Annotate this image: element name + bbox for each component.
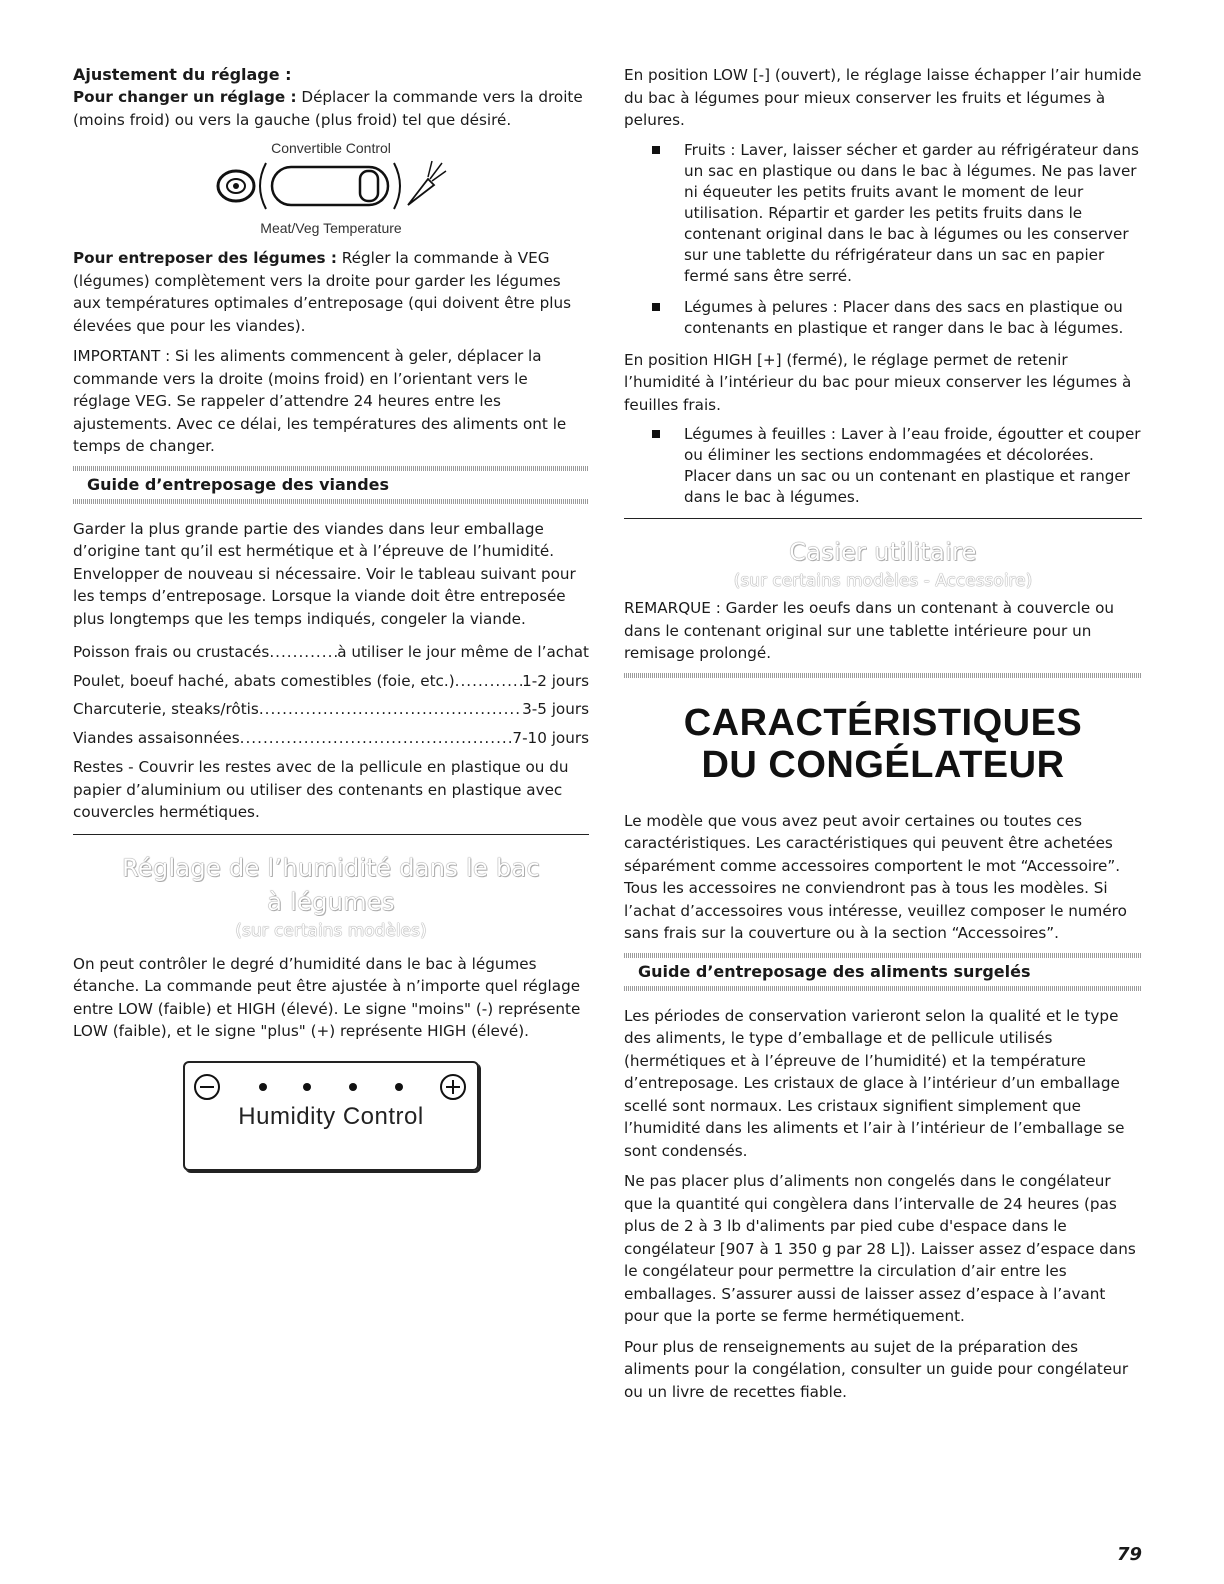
- humidity-control-panel: [183, 1061, 479, 1171]
- meat-veg-slider-graphic: [206, 157, 456, 215]
- meat-guide-band: [73, 466, 589, 504]
- freezer-heading-line-2: DU CONGÉLATEUR: [701, 743, 1065, 786]
- meat-icon: [218, 171, 254, 201]
- hatch-divider: [624, 986, 1142, 991]
- high-bullet-list: [624, 424, 1142, 508]
- list-item: Fruits : Laver, laisser sécher et garder au réfrigérateur dans un sac en plastique ou dans le bac à légumes. Ne pas laver ni équeuter les petits fruits avant le moment de leur utilisation. Répartir et garder les petits fruits dans le contenant original dans le bac à légumes ou les conserver sur une tablette du réfrigérateur dans un sac en papier fermé sans être serré.: [652, 140, 1142, 287]
- meat-row: [73, 695, 589, 724]
- meat-row-label: Charcuterie, steaks/rôtis: [73, 700, 259, 718]
- minus-icon: [195, 1075, 219, 1099]
- meat-row: [73, 667, 589, 696]
- plus-icon: [441, 1075, 465, 1099]
- leftovers-paragraph: Restes - Couvrir les restes avec de la pellicule en plastique ou du papier d’aluminium ou utiliser des contenants en plastique avec couvercles hermétiques.: [73, 758, 569, 821]
- adjust-lead: Pour changer un réglage :: [73, 88, 297, 106]
- meat-row: [73, 638, 589, 667]
- veg-lead: Pour entreposer des légumes :: [73, 249, 337, 267]
- humidity-title-line-1: Réglage de l’humidité dans le bac: [121, 853, 541, 882]
- meat-row-label: Poisson frais ou crustacés: [73, 643, 270, 661]
- remarque-paragraph: REMARQUE : Garder les oeufs dans un contenant à couvercle ou dans le contenant original sur une tablette intérieure pour un remisage prolongé.: [624, 599, 1114, 662]
- slider-knob: [360, 171, 378, 201]
- section-rule: [73, 834, 589, 835]
- adjust-title: Ajustement du réglage :: [73, 65, 292, 84]
- frozen-guide-band: [624, 953, 1142, 991]
- convertible-control-diagram: [73, 139, 589, 237]
- high-paragraph: En position HIGH [+] (fermé), le réglage permet de retenir l’humidité à l’intérieur du bac pour mieux conserver les légumes à feuilles frais.: [624, 350, 1132, 414]
- left-column: [73, 64, 589, 1171]
- meat-row-value: à utiliser le jour même de l’achat: [337, 643, 589, 661]
- hatch-divider: [73, 499, 589, 504]
- humidity-subtitle: (sur certains modèles): [235, 920, 427, 941]
- meat-storage-table: [73, 638, 589, 752]
- list-item: Légumes à feuilles : Laver à l’eau froide, égoutter et couper ou éliminer les sections endommagées et décolorées. Placer dans un sac ou un contenant en plastique et ranger dans le bac à légumes.: [652, 424, 1142, 508]
- frozen-paragraph-3: Pour plus de renseignements au sujet de la préparation des aliments pour la congélation, consulter un guide pour congélateur ou un livre de recettes fiable.: [624, 1337, 1129, 1401]
- utility-title: Casier utilitaire: [789, 538, 977, 566]
- section-rule: [624, 518, 1142, 519]
- humidity-control-label: Humidity Control: [238, 1102, 424, 1130]
- meat-row: [73, 724, 589, 753]
- meat-row-value: 7-10 jours: [512, 728, 589, 747]
- frozen-guide-title: Guide d’entreposage des aliments surgelés: [638, 961, 1031, 981]
- important-paragraph: IMPORTANT : Si les aliments commencent à geler, déplacer la commande vers la droite (moins froid) en l’orientant vers le réglage VEG. Se rappeler d’attendre 24 heures entre les ajustements. Avec ce délai, les températures des aliments ont le temps de changer.: [73, 347, 567, 455]
- humidity-title-line-2: à légumes: [267, 887, 395, 916]
- humidity-paragraph: On peut contrôler le degré d’humidité dans le bac à légumes étanche. La commande peut être ajustée à n’importe quel réglage entre LOW (faible) et HIGH (élevé). Le signe "moins" (-) représente LOW (faible), et le signe "plus" (+) représente HIGH (élevé).: [73, 954, 581, 1040]
- adjust-text: Déplacer la commande vers la droite (moins froid) ou vers la gauche (plus froid) tel que désiré.: [73, 88, 583, 129]
- frozen-paragraph-2: Ne pas placer plus d’aliments non congelés dans le congélateur que la quantité qui congèlera dans l’intervalle de 24 heures (pas plus de 2 à 3 lb d'aliments par pied cube d'espace dans le congélateur [907 à 1 350 g par 28 L]). Laisser assez d’espace dans le congélateur pour permettre la circulation d’air entre les emballages. S’assurer aussi de laisser assez d’espace à l’avant pour que la porte se ferme hermétiquement.: [624, 1172, 1136, 1325]
- low-paragraph: En position LOW [-] (ouvert), le réglage laisse échapper l’air humide du bac à légumes pour mieux conserver les fruits et légumes à pelures.: [624, 66, 1142, 129]
- right-column: [624, 64, 1142, 1411]
- meat-row-value: 1-2 jours: [522, 671, 589, 690]
- page-number: 79: [1116, 1544, 1142, 1565]
- list-item: Légumes à pelures : Placer dans des sacs en plastique ou contenants en plastique et ranger dans le bac à légumes.: [652, 297, 1142, 339]
- veg-paragraph: [73, 247, 589, 337]
- low-bullet-list: [624, 140, 1142, 339]
- meat-row-value: 3-5 jours: [522, 700, 589, 718]
- adjust-paragraph: [73, 86, 589, 131]
- meat-row-label: Viandes assaisonnées: [73, 728, 240, 747]
- meatveg-label: Meat/Veg Temperature: [260, 220, 402, 236]
- carrot-icon: [408, 161, 446, 205]
- frozen-paragraph-1: Les périodes de conservation varieront selon la qualité et le type des aliments, le type d’emballage et de pellicule utilisés (hermétiques et à l’épreuve de l’humidité) et la température d’entreposage. Les cristaux de glace à l’intérieur d’un emballage scellé sont normaux. Les cristaux signifient simplement que l’humidité dans les aliments et l’air à l’intérieur de l’emballage se sont condensés.: [624, 1006, 1125, 1160]
- meat-row-label: Poulet, boeuf haché, abats comestibles (foie, etc.): [73, 671, 455, 690]
- meat-intro: Garder la plus grande partie des viandes dans leur emballage d’origine tant qu’il est hermétique et à l’épreuve de l’humidité. Envelopper de nouveau si nécessaire. Voir le tableau suivant pour les temps d’entreposage. Lorsque la viande doit être entreposée plus longtemps que les temps indiqués, congeler la viande.: [73, 519, 576, 628]
- hatch-divider: [624, 673, 1142, 678]
- humidity-scale-graphic: [185, 1067, 477, 1107]
- meat-guide-title: Guide d’entreposage des viandes: [87, 474, 390, 494]
- freezer-intro: Le modèle que vous avez peut avoir certaines ou toutes ces caractéristiques. Les caractéristiques qui peuvent être achetées séparément comme accessoires comportent le mot “Accessoire”. Tous les accessoires ne conviendront pas à tous les modèles. Si l’achat d’accessoires vous intéresse, veuillez composer le numéro sans frais sur la couverture ou à la section “Accessoires”.: [624, 811, 1127, 942]
- veg-text: Régler la commande à VEG (légumes) complètement vers la droite pour garder les légumes aux températures optimales d’entreposage (qui doivent être plus élevées que pour les viandes).: [73, 249, 571, 335]
- freezer-heading: [624, 702, 1142, 786]
- utility-subtitle: (sur certains modèles - Accessoire): [733, 571, 1033, 591]
- convertible-label: Convertible Control: [271, 140, 391, 156]
- freezer-heading-line-1: CARACTÉRISTIQUES: [683, 701, 1083, 744]
